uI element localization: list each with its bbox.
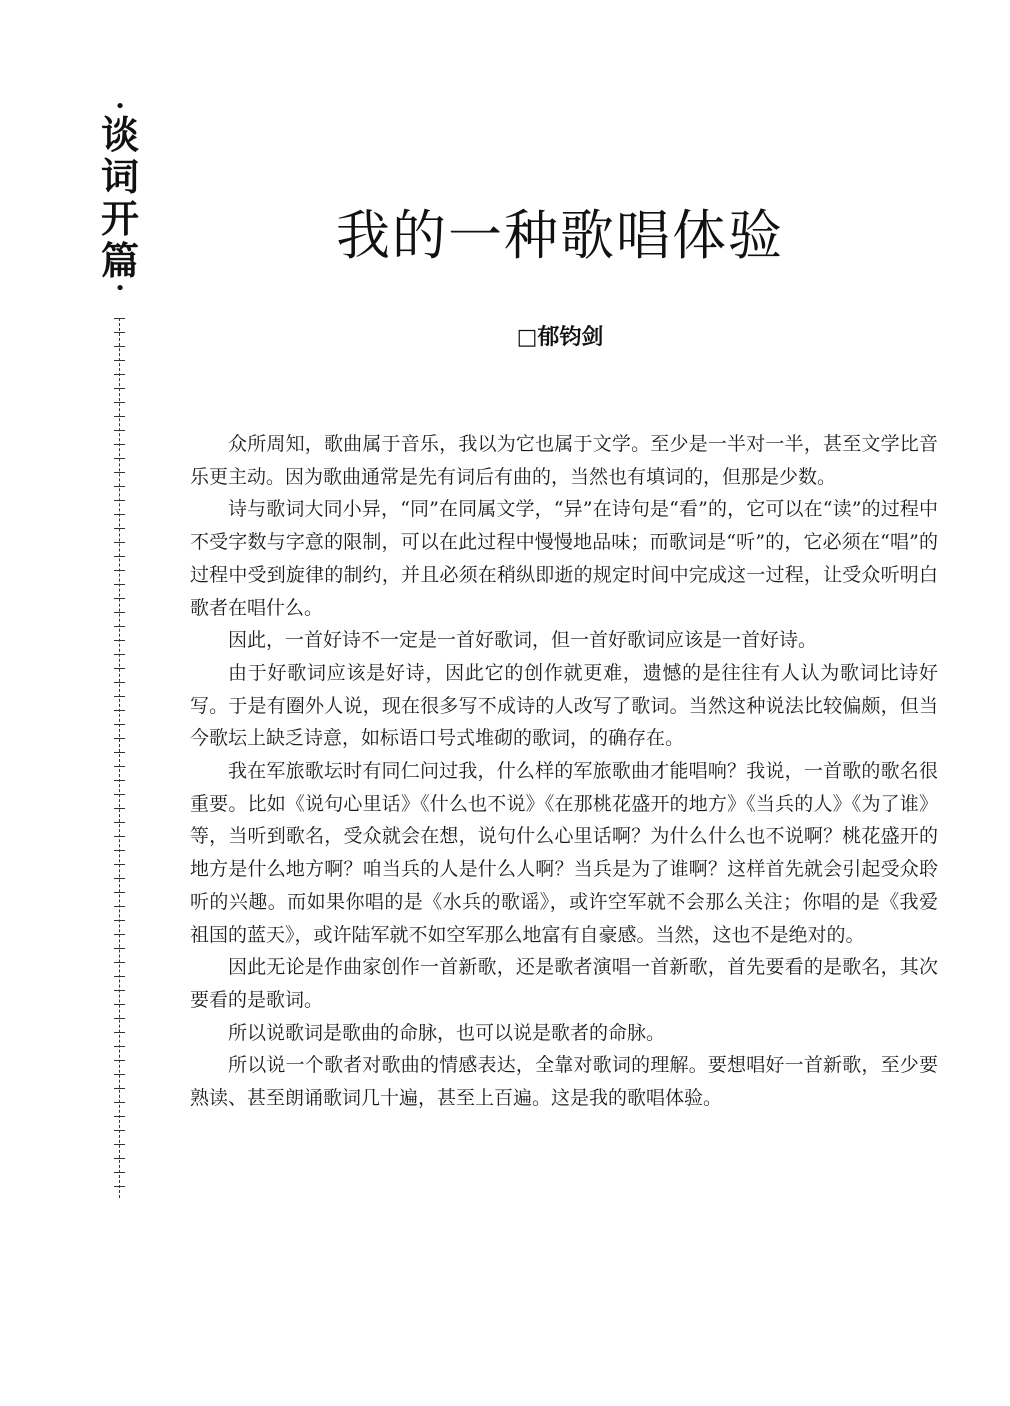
side-label-char: 谈 xyxy=(100,112,139,157)
article-author: □郁钧剑 xyxy=(516,325,604,350)
article-paragraph: 诗与歌词大同小异，“同”在同属文学，“异”在诗句是“看”的，它可以在“读”的过程中不受字数与字意的限制，可以在此过程中慢慢地品味；而歌词是“听”的，它必须在“唱”的过程中受到旋律的制约，并且必须在稍纵即逝的规定时间中完成这一过程，让受众听明白歌者在唱什么。 xyxy=(190,498,938,619)
article-title: 我的一种歌唱体验 xyxy=(336,204,784,268)
side-label-char: 词 xyxy=(100,154,139,199)
side-label-char: 开 xyxy=(100,196,139,241)
side-label-bottom-dot: • xyxy=(114,278,126,299)
article-paragraph: 我在军旅歌坛时有同仁问过我，什么样的军旅歌曲才能唱响？我说，一首歌的歌名很重要。比如《说句心里话》《什么也不说》《在那桃花盛开的地方》《当兵的人》《为了谁》等，当听到歌名，受众就会在想，说句什么心里话啊？为什么什么也不说啊？桃花盛开的地方是什么地方啊？咱当兵的人是什么人啊？当兵是为了谁啊？这样首先就会引起受众聆听的兴趣。而如果你唱的是《水兵的歌谣》，或许空军就不会那么关注；你唱的是《我爱祖国的蓝天》，或许陆军就不如空军那么地富有自豪感。当然，这也不是绝对的。 xyxy=(190,760,938,946)
article-body xyxy=(190,428,938,1115)
side-label-top-dot: • xyxy=(114,96,126,117)
article-paragraph: 所以说一个歌者对歌曲的情感表达，全靠对歌词的理解。要想唱好一首新歌，至少要熟读、甚至朗诵歌词几十遍，甚至上百遍。这是我的歌唱体验。 xyxy=(190,1054,938,1110)
article-paragraph: 众所周知，歌曲属于音乐，我以为它也属于文学。至少是一半对一半，甚至文学比音乐更主动。因为歌曲通常是先有词后有曲的，当然也有填词的，但那是少数。 xyxy=(190,433,938,488)
article-paragraph: 因此无论是作曲家创作一首新歌，还是歌者演唱一首新歌，首先要看的是歌名，其次要看的是歌词。 xyxy=(190,956,938,1011)
article-paragraph: 所以说歌词是歌曲的命脉，也可以说是歌者的命脉。 xyxy=(228,1021,666,1044)
article-paragraph: 因此，一首好诗不一定是一首好歌词，但一首好歌词应该是一首好诗。 xyxy=(228,629,818,652)
article-paragraph: 由于好歌词应该是好诗，因此它的创作就更难，遗憾的是往往有人认为歌词比诗好写。于是有圈外人说，现在很多写不成诗的人改写了歌词。当然这种说法比较偏颇，但当今歌坛上缺乏诗意，如标语口号式堆砌的歌词，的确存在。 xyxy=(190,661,938,750)
side-label-char: 篇 xyxy=(100,238,139,283)
side-rule-ticks xyxy=(114,318,125,1198)
section-side-label xyxy=(98,96,142,299)
